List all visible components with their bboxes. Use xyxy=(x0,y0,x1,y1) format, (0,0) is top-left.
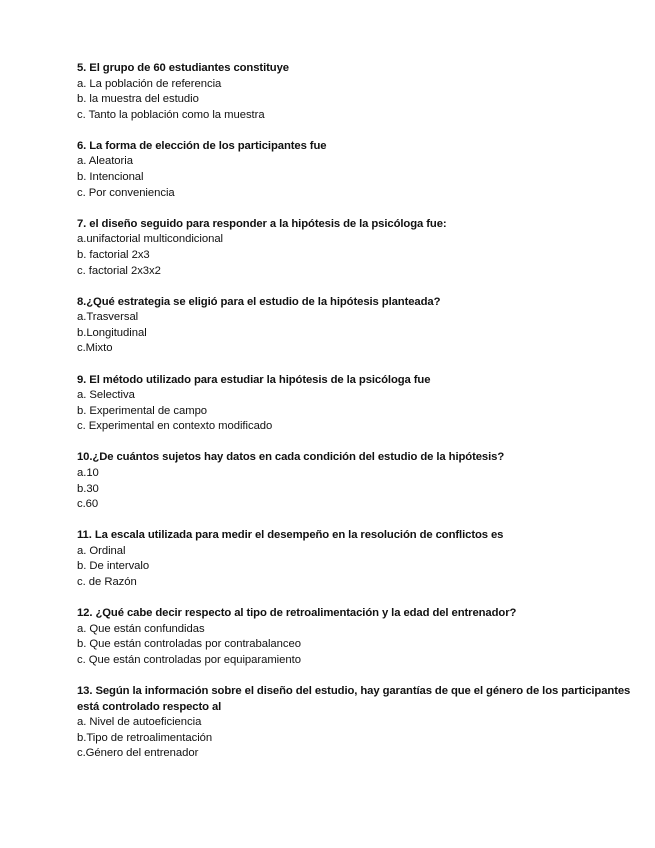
answer-option-a: a. Aleatoria xyxy=(77,155,133,168)
answer-option-a: a. Ordinal xyxy=(77,544,126,557)
question-title: 9. El método utilizado para estudiar la hipótesis de la psicóloga fue xyxy=(77,373,431,386)
answer-option-b: b.30 xyxy=(77,482,99,495)
answer-option-a: a. Nivel de autoeficiencia xyxy=(77,716,202,729)
answer-option-a: a. La población de referencia xyxy=(77,77,222,90)
question-7 xyxy=(77,217,637,279)
answer-option-b: b. De intervalo xyxy=(77,560,150,573)
answer-option-a: a. Que están confundidas xyxy=(77,622,205,635)
question-title: 13. Según la información sobre el diseño del estudio, hay garantías de que el género de los participantes está controlado respecto al xyxy=(77,685,631,713)
answer-option-a: a.unifactorial multicondicional xyxy=(77,233,224,246)
answer-option-c: c.Género del entrenador xyxy=(77,747,199,760)
answer-option-b: b. Que están controladas por contrabalanceo xyxy=(77,638,301,651)
question-12 xyxy=(77,606,637,668)
answer-option-b: b. la muestra del estudio xyxy=(77,93,199,106)
question-title: 8.¿Qué estrategia se eligió para el estudio de la hipótesis planteada? xyxy=(77,295,441,308)
question-title: 7. el diseño seguido para responder a la hipótesis de la psicóloga fue: xyxy=(77,217,447,230)
question-6 xyxy=(77,139,637,201)
question-8 xyxy=(77,295,637,357)
question-11 xyxy=(77,528,637,590)
question-title: 11. La escala utilizada para medir el desempeño en la resolución de conflictos es xyxy=(77,529,504,542)
answer-option-b: b. Experimental de campo xyxy=(77,404,208,417)
question-13 xyxy=(77,684,637,762)
answer-option-a: a. Selectiva xyxy=(77,389,135,402)
question-title: 6. La forma de elección de los participantes fue xyxy=(77,139,327,152)
question-10 xyxy=(77,450,637,512)
question-5 xyxy=(77,61,637,123)
answer-option-c: c. factorial 2x3x2 xyxy=(77,264,161,277)
answer-option-c: c. Que están controladas por equiparamiento xyxy=(77,653,301,666)
answer-option-a: a.Trasversal xyxy=(77,311,139,324)
answer-option-c: c. Por conveniencia xyxy=(77,186,175,199)
answer-option-b: b. Intencional xyxy=(77,171,144,184)
answer-option-c: c.Mixto xyxy=(77,342,113,355)
answer-option-a: a.10 xyxy=(77,466,99,479)
answer-option-c: c. Experimental en contexto modificado xyxy=(77,420,273,433)
answer-option-b: b. factorial 2x3 xyxy=(77,248,150,261)
answer-option-c: c. de Razón xyxy=(77,576,137,589)
question-title: 12. ¿Qué cabe decir respecto al tipo de retroalimentación y la edad del entrenador? xyxy=(77,607,517,620)
question-9 xyxy=(77,373,637,435)
answer-option-c: c.60 xyxy=(77,498,99,511)
answer-option-c: c. Tanto la población como la muestra xyxy=(77,108,265,121)
document-page xyxy=(77,61,637,777)
question-title: 5. El grupo de 60 estudiantes constituye xyxy=(77,62,289,74)
answer-option-b: b.Longitudinal xyxy=(77,326,147,339)
question-title: 10.¿De cuántos sujetos hay datos en cada condición del estudio de la hipótesis? xyxy=(77,451,505,464)
answer-option-b: b.Tipo de retroalimentación xyxy=(77,731,213,744)
